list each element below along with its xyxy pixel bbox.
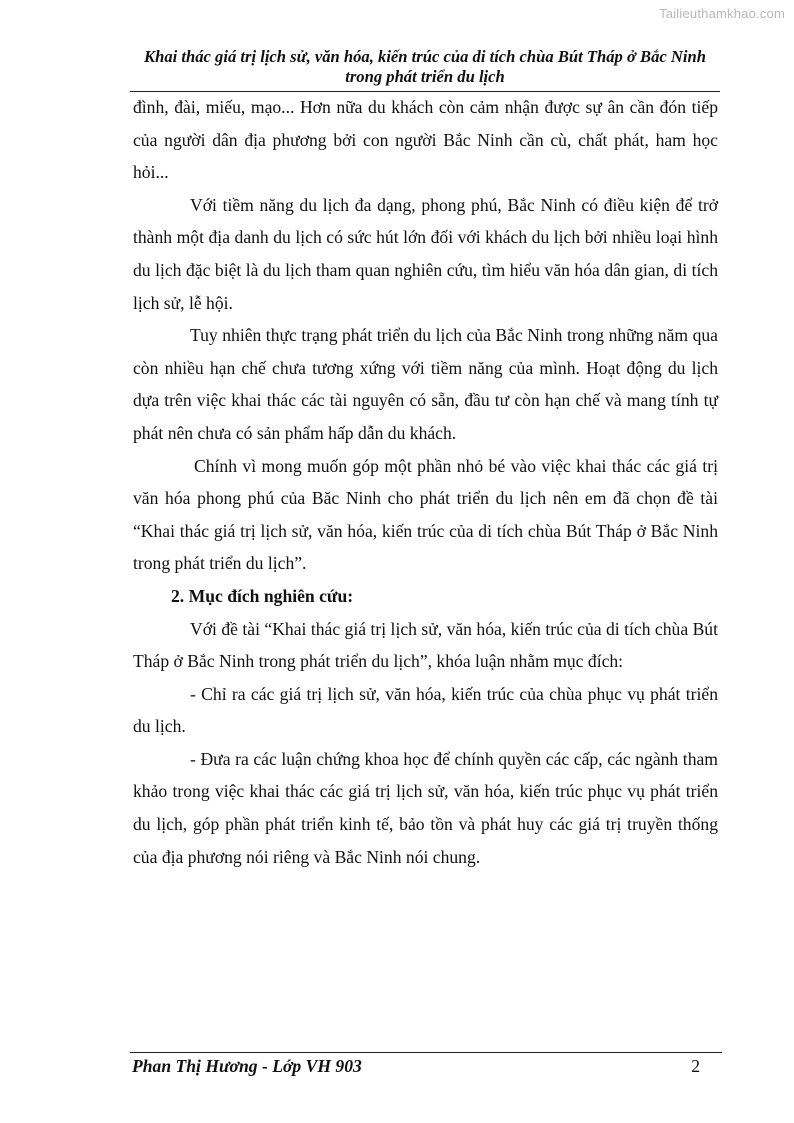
paragraph-current-state: Tuy nhiên thực trạng phát triển du lịch của Bắc Ninh trong những năm qua còn nhiều hạn chế chưa tương xứng với tiềm năng của mình. Hoạt động du lịch dựa trên việc khai thác các tài nguyên có sẵn, đầu tư còn hạn chế và mang tính tự phát nên chưa có sản phẩm hấp dẫn du khách.	[133, 325, 718, 443]
document-body	[133, 91, 718, 873]
paragraph-tourism-potential: Với tiềm năng du lịch đa dạng, phong phú, Bắc Ninh có điều kiện để trở thành một địa danh du lịch có sức hút lớn đối với khách du lịch bởi nhiều loại hình du lịch đặc biệt là du lịch tham quan nghiên cứu, tìm hiểu văn hóa dân gian, di tích lịch sử, lễ hội.	[133, 194, 718, 313]
paragraph-purpose-intro: Với đề tài “Khai thác giá trị lịch sử, văn hóa, kiến trúc của di tích chùa Bút Tháp ở Bắc Ninh trong phát triển du lịch”, khóa luận nhằm mục đích:	[133, 618, 718, 672]
page-number: 2	[691, 1056, 700, 1076]
page-header-title: Khai thác giá trị lịch sử, văn hóa, kiến trúc của di tích chùa Bút Tháp ở Bắc Ninh trong phát triển du lịch	[144, 47, 706, 86]
paragraph-continuation: đình, đài, miếu, mạo... Hơn nữa du khách còn cảm nhận được sự ân cần đón tiếp của người dân địa phương bởi con người Bắc Ninh cần cù, chất phát, ham học hỏi...	[133, 97, 718, 183]
list-item-purpose-1: - Chỉ ra các giá trị lịch sử, văn hóa, kiến trúc của chùa phục vụ phát triển du lịch.	[133, 683, 718, 737]
section-heading-purpose: 2. Mục đích nghiên cứu:	[171, 585, 354, 606]
footer-author: Phan Thị Hương - Lớp VH 903	[132, 1056, 362, 1076]
paragraph-topic-choice: Chính vì mong muốn góp một phần nhỏ bé vào việc khai thác các giá trị văn hóa phong phú của Băc Ninh cho phát triển du lịch nên em đã chọn đề tài “Khai thác giá trị lịch sử, văn hóa, kiến trúc của di tích chùa Bút Tháp ở Bắc Ninh trong phát triển du lịch”.	[133, 455, 718, 574]
footer-divider	[130, 1052, 722, 1053]
watermark-text: Tailieuthamkhao.com	[659, 6, 785, 21]
list-item-purpose-2: - Đưa ra các luận chứng khoa học để chính quyền các cấp, các ngành tham khảo trong việc khai thác các giá trị lịch sử, văn hóa, kiến trúc phục vụ phát triển du lịch, góp phần phát triển kinh tế, bảo tồn và phát huy các giá trị truyền thống của địa phương nói riêng và Bắc Ninh nói chung.	[133, 748, 718, 867]
